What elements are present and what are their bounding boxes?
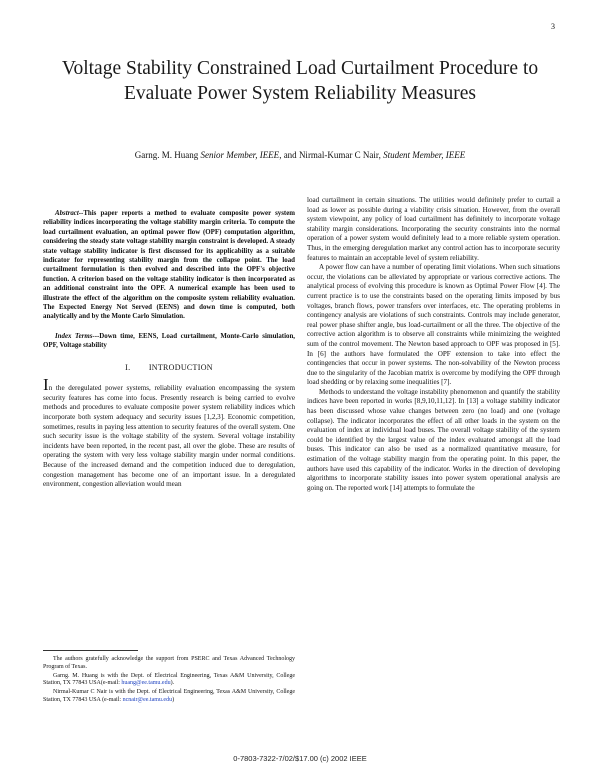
footnote-divider <box>43 650 138 651</box>
footnote-author-1-end: ). <box>170 680 175 687</box>
footnote-author-1 <box>43 673 295 689</box>
right-column <box>307 196 560 493</box>
footnote-author-2-text: Nirmal-Kumar C Nair is with the Dept. of Electrical Engineering, Texas A&M University, College Station, TX 77843 USA (e-mail: <box>43 689 295 703</box>
intro-paragraph <box>43 375 295 490</box>
section-number: I. <box>125 362 131 372</box>
right-paragraph-3: Methods to understand the voltage instability phenomenon and quantify the stability indices have been reported in works [8,9,10,11,12]. In [13] a voltage stability indicator has been discussed whose value changes between zero (no load) and one (voltage collapse). The indicator incorporates the effect of all other loads in the system on the evaluation of index at individual load buses. The overall voltage stability of the system could be identified by the largest value of the index evaluated amongst all the load buses. This indicator can also be used as a normalized quantitative measure, for estimation of the voltage stability margin from the operating point. In this paper, the authors have used this capability of the indicator. Works in the direction of developing algorithms to incorporate stability issues into power system operational analysis are going on. The reported work [14] attempts to formulate the <box>307 387 560 492</box>
footnote-author-2-end: ) <box>172 696 175 703</box>
left-column <box>43 209 295 490</box>
email-link-author-2[interactable]: ncnair@ee.tamu.edu <box>122 696 173 703</box>
author-2-name: Nirmal-Kumar C Nair <box>298 150 379 160</box>
paper-title: Voltage Stability Constrained Load Curtailment Procedure to Evaluate Power System Reliability Measures <box>61 58 539 104</box>
author-1-role: Senior Member, IEEE <box>200 150 280 160</box>
right-paragraph-2: A power flow can have a number of operating limit violations. When such situations occur, the violations can be alleviated by appropriate or various corrective actions. The analytical process of evolving this procedure is known as Optimal Power Flow [4]. The current practice is to use the constraints based on the operating limits imposed by bus voltages, branch flows, power transfers over interfaces, etc. The operating problems in contingency analysis are violations of such constraints. Controls may include generator, real power phase shifter angle, bus load-curtailment or all the three. The objective of the corrective action algorithm is to observe all constraints while minimizing the weighted sum of the control movement. The Newton based approach to OPF was proposed in [5]. In [6] the authors have formulated the OPF extension to take into effect the contingencies that occur in power systems. The non-solvability of the Newton process due to the singularity of the Jacobian matrix is overcome by modifying the OPF through load shedding or by relaxing some inequalities [7]. <box>307 263 560 387</box>
intro-text: n the deregulated power systems, reliability evaluation encompassing the system security features has come into focus. Presently research is being carried to evolve methods and procedures to evaluate composite power system reliability indices which incorporate both system adequacy and security issues [1,2,3]. Economic competition, sometimes, results in paying less attention to security features of the overall system. One such security issue is the voltage stability of the system. Several voltage instability incidents have been reported, in the recent past, all over the globe. These are results of operating the system with very less voltage stability margin under normal conditions. Because of the increased demand and the competition induced due to deregulation, congestion management has become one of an important issue. In a deregulated environment, congestion alleviation would mean <box>43 384 295 489</box>
section-title: INTRODUCTION <box>148 362 213 372</box>
section-heading <box>43 363 295 373</box>
abstract-text: --This paper reports a method to evaluate composite power system reliability indices incorporating the voltage stability margin criteria. To compute the load curtailment evaluation, an optimal power flow (OPF) computation algorithm, considering the steady state voltage stability margin constraint is developed. A steady state voltage stability indicator is first discussed for its applicability as a suitable indicator for representing stability margin from the collapse point. The load curtailment formulation is then evolved and described into the OPF's objective function. A criterion based on the voltage stability indicator is then incorporated as an additional constraint into the OPF. A numerical example has been used to illustrate the effect of the algorithm on the composite system reliability evaluation. The Expected Energy Not Served (EENS) and down time is computed, both analytically and by the Monte Carlo Simulation. <box>43 210 295 321</box>
footnote-author-2 <box>43 689 295 705</box>
author-connector: , and <box>279 150 299 160</box>
footnote-acknowledgement: The authors gratefully acknowledge the support from PSERC and Texas Advanced Technology Program of Texas. <box>43 656 295 670</box>
right-paragraph-1: load curtailment in certain situations. The utilities would definitely prefer to curtail a load as lower as possible during a viability crisis situation. However, from the overall system viewpoint, any policy of load curtailment has definitely to incorporate voltage stability margin considerations. Incorporating the security constraints into the normal operation of a power system would definitely lead to a more reliable system operation. Thus, in the emerging deregulation market any control action has to incorporate security features to maintain an acceptable level of system reliability. <box>307 196 560 262</box>
footnote-author-1-text: Garng. M. Huang is with the Dept. of Electrical Engineering, Texas A&M University, College Station, TX 77843 USA(e-mail: <box>43 672 295 687</box>
drop-cap: I <box>43 375 49 395</box>
footnotes <box>43 656 295 706</box>
index-terms-label: Index Terms <box>55 332 93 340</box>
email-link-author-1[interactable]: huang@ee.tamu.edu <box>121 680 171 687</box>
abstract-label: Abstract <box>55 210 79 217</box>
author-2-role: Student Member, IEEE <box>383 150 466 160</box>
copyright-notice: 0-7803-7322-7/02/$17.00 (c) 2002 IEEE <box>233 754 367 763</box>
abstract <box>43 209 295 322</box>
author-1-name: Garng. M. Huang <box>134 150 199 160</box>
index-terms <box>43 332 295 351</box>
index-terms-text: ---Down time, EENS, Load curtailment, Monte-Carlo simulation, OPF, Voltage stability <box>43 332 295 350</box>
page-number: 3 <box>551 22 555 31</box>
author-line: Garng. M. Huang Senior Member, IEEE, and Nirmal-Kumar C Nair, Student Member, IEEE <box>134 150 466 160</box>
